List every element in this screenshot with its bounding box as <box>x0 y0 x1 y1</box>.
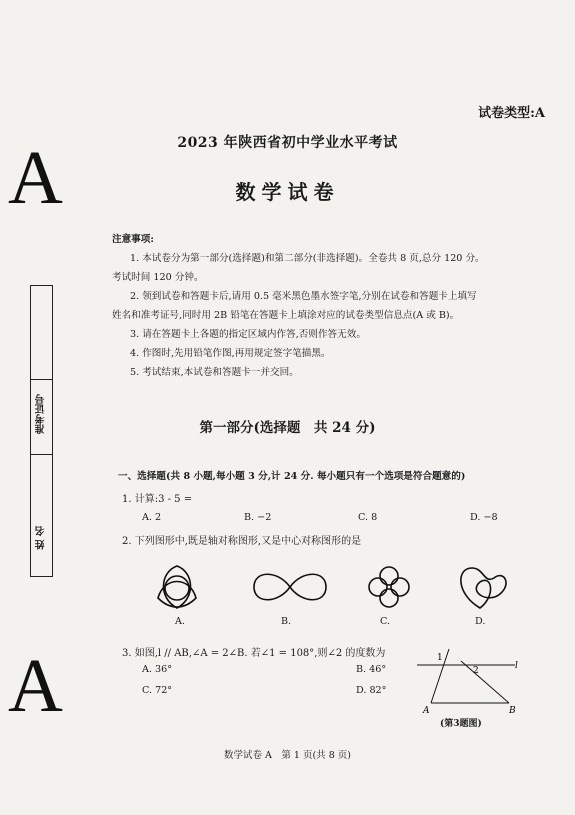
notice-item-3: 3. 请在答题卡上各题的指定区域内作答,否则作答无效。 <box>130 329 366 340</box>
four-leaf-figure <box>369 567 409 607</box>
loop-knot-figure <box>461 568 506 608</box>
question-1-option-b: B. −2 <box>244 512 272 523</box>
angle-2-label: 2 <box>473 666 479 676</box>
paper-type-label: 试卷类型:A <box>478 106 545 121</box>
point-b-label: B <box>509 706 516 715</box>
question-2-stem: 2. 下列图形中,既是轴对称图形,又是中心对称图形的是 <box>122 536 362 547</box>
notice-item-2-cont: 姓名和准考证号,同时用 2B 铅笔在答题卡上填涂对应的试卷类型信息点(A 或 B)。 <box>112 310 460 321</box>
question-2-option-d: D. <box>475 616 486 627</box>
paper-type-letter-bottom: A <box>8 644 63 728</box>
question-3-option-a: A. 36° <box>142 664 173 675</box>
trefoil-knot-figure <box>158 566 196 608</box>
notice-section <box>112 230 557 382</box>
subject-title: 数学试卷 <box>235 180 340 204</box>
notice-item-4: 4. 作图时,先用铅笔作图,再用规定签字笔描黑。 <box>130 348 331 359</box>
question-3-figure <box>415 645 525 715</box>
notice-item-5: 5. 考试结束,本试卷和答题卡一并交回。 <box>130 367 299 378</box>
question-2-option-c: C. <box>380 616 391 627</box>
point-a-label: A <box>423 706 430 715</box>
angle-1-label: 1 <box>437 653 443 663</box>
section-title: 第一部分(选择题 共 24 分) <box>199 420 376 436</box>
infinity-figure <box>254 574 326 600</box>
question-section-heading: 一、选择题(共 8 小题,每小题 3 分,计 24 分. 每小题只有一个选项是符合题意的) <box>118 471 466 482</box>
line-l-label: l <box>515 661 518 671</box>
notice-item-2: 2. 领到试卷和答题卡后,请用 0.5 毫米黑色墨水签字笔,分别在试卷和答题卡上填写 <box>130 291 477 302</box>
question-2-figures <box>150 562 515 612</box>
question-1-stem: 1. 计算:3 - 5 = <box>122 494 193 505</box>
notice-heading: 注意事项: <box>112 234 154 245</box>
question-3-stem: 3. 如图,l // AB,∠A = 2∠B. 若∠1 = 108°,则∠2 的度数为 <box>122 648 386 659</box>
question-3-option-b: B. 46° <box>356 664 387 675</box>
notice-item-1-cont: 考试时间 120 分钟。 <box>112 272 204 283</box>
exam-title: 2023 年陕西省初中学业水平考试 <box>177 135 398 151</box>
notice-item-1: 1. 本试卷分为第一部分(选择题)和第二部分(非选择题)。全卷共 8 页,总分 120 分。 <box>130 253 485 264</box>
ticket-number-label: 准考证号 <box>36 394 47 434</box>
box-divider <box>31 454 52 455</box>
figure-3-caption: (第3题图) <box>440 719 482 729</box>
paper-type-letter-top: A <box>8 136 63 220</box>
question-1-option-a: A. 2 <box>142 512 162 523</box>
question-1-option-d: D. −8 <box>470 512 498 523</box>
question-2-option-a: A. <box>175 616 185 627</box>
question-2-option-b: B. <box>281 616 292 627</box>
page-footer: 数学试卷 A 第 1 页(共 8 页) <box>224 750 351 761</box>
question-3-option-d: D. 82° <box>356 685 387 696</box>
box-divider <box>31 379 52 380</box>
name-label: 姓 名 <box>36 526 47 550</box>
transversal-b <box>461 661 509 703</box>
question-3-option-c: C. 72° <box>142 685 173 696</box>
question-1-option-c: C. 8 <box>358 512 378 523</box>
